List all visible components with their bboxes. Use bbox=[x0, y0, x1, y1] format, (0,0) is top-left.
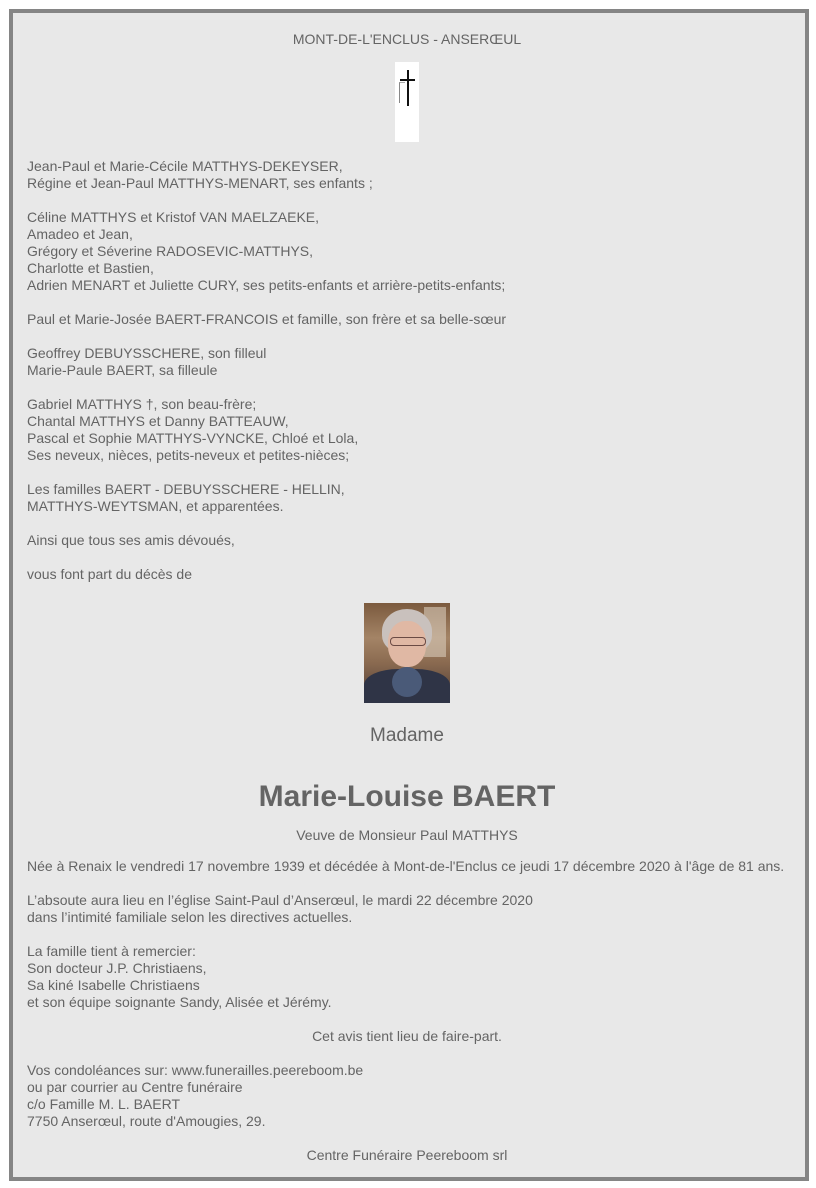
family-line: Geoffrey DEBUYSSCHERE, son filleul bbox=[27, 345, 267, 361]
family-line: Marie-Paule BAERT, sa filleule bbox=[27, 362, 218, 378]
condolences-line: ou par courrier au Centre funéraire bbox=[27, 1079, 243, 1095]
location-header: MONT-DE-L'ENCLUS - ANSERŒUL bbox=[292, 31, 522, 47]
family-line: Chantal MATTHYS et Danny BATTEAUW, bbox=[27, 413, 289, 429]
funeral-home: Centre Funéraire Peereboom srl bbox=[306, 1147, 508, 1163]
family-line: Jean-Paul et Marie-Cécile MATTHYS-DEKEYSER, bbox=[27, 158, 343, 174]
family-group bbox=[27, 158, 787, 192]
family-group bbox=[27, 209, 787, 294]
ceremony-info bbox=[27, 892, 787, 926]
deceased-photo bbox=[364, 603, 450, 703]
family-line: Les familles BAERT - DEBUYSSCHERE - HELLIN, bbox=[27, 481, 345, 497]
family-line: Régine et Jean-Paul MATTHYS-MENART, ses enfants ; bbox=[27, 175, 373, 191]
family-line: Charlotte et Bastien, bbox=[27, 260, 154, 276]
family-line: Gabriel MATTHYS †, son beau-frère; bbox=[27, 396, 257, 412]
thanks-line: Sa kiné Isabelle Christiaens bbox=[27, 977, 200, 993]
notice-statement: Cet avis tient lieu de faire-part. bbox=[312, 1028, 502, 1044]
deceased-name: Marie-Louise BAERT bbox=[258, 780, 556, 813]
family-line: Adrien MENART et Juliette CURY, ses petits-enfants et arrière-petits-enfants; bbox=[27, 277, 506, 293]
family-line: Paul et Marie-Josée BAERT-FRANCOIS et famille, son frère et sa belle-sœur bbox=[27, 311, 507, 327]
thanks-block bbox=[27, 943, 787, 1011]
deceased-title: Madame bbox=[370, 725, 444, 746]
condolences-line: Vos condoléances sur: www.funerailles.peereboom.be bbox=[27, 1062, 364, 1078]
notice-frame bbox=[9, 9, 809, 1181]
family-line: Ainsi que tous ses amis dévoués, bbox=[27, 532, 235, 548]
family-line: Grégory et Séverine RADOSEVIC-MATTHYS, bbox=[27, 243, 314, 259]
family-line: Céline MATTHYS et Kristof VAN MAELZAEKE, bbox=[27, 209, 320, 225]
cross-icon bbox=[395, 62, 419, 142]
family-list bbox=[27, 158, 787, 583]
birth-death-text: Née à Renaix le vendredi 17 novembre 1939 et décédée à Mont-de-l'Enclus ce jeudi 17 décembre 2020 à l'âge de 81 ans. bbox=[27, 858, 785, 874]
thanks-line: et son équipe soignante Sandy, Alisée et Jérémy. bbox=[27, 994, 332, 1010]
family-group bbox=[27, 396, 787, 464]
notice-content bbox=[27, 13, 787, 1164]
ceremony-line: L’absoute aura lieu en l’église Saint-Paul d’Anserœul, le mardi 22 décembre 2020 bbox=[27, 892, 533, 908]
family-group bbox=[27, 311, 787, 328]
condolences-line: 7750 Anserœul, route d'Amougies, 29. bbox=[27, 1113, 266, 1129]
condolences-block bbox=[27, 1062, 787, 1130]
family-line: Ses neveux, nièces, petits-neveux et petites-nièces; bbox=[27, 447, 350, 463]
ceremony-line: dans l’intimité familiale selon les directives actuelles. bbox=[27, 909, 353, 925]
family-line: MATTHYS-WEYTSMAN, et apparentées. bbox=[27, 498, 284, 514]
widow-of: Veuve de Monsieur Paul MATTHYS bbox=[296, 827, 518, 843]
thanks-line: La famille tient à remercier: bbox=[27, 943, 196, 959]
family-line: Pascal et Sophie MATTHYS-VYNCKE, Chloé et Lola, bbox=[27, 430, 359, 446]
condolences-line: c/o Famille M. L. BAERT bbox=[27, 1096, 181, 1112]
family-group bbox=[27, 345, 787, 379]
family-group bbox=[27, 481, 787, 515]
family-line: Amadeo et Jean, bbox=[27, 226, 133, 242]
family-group bbox=[27, 532, 787, 549]
thanks-line: Son docteur J.P. Christiaens, bbox=[27, 960, 207, 976]
family-group bbox=[27, 566, 787, 583]
family-line: vous font part du décès de bbox=[27, 566, 192, 582]
